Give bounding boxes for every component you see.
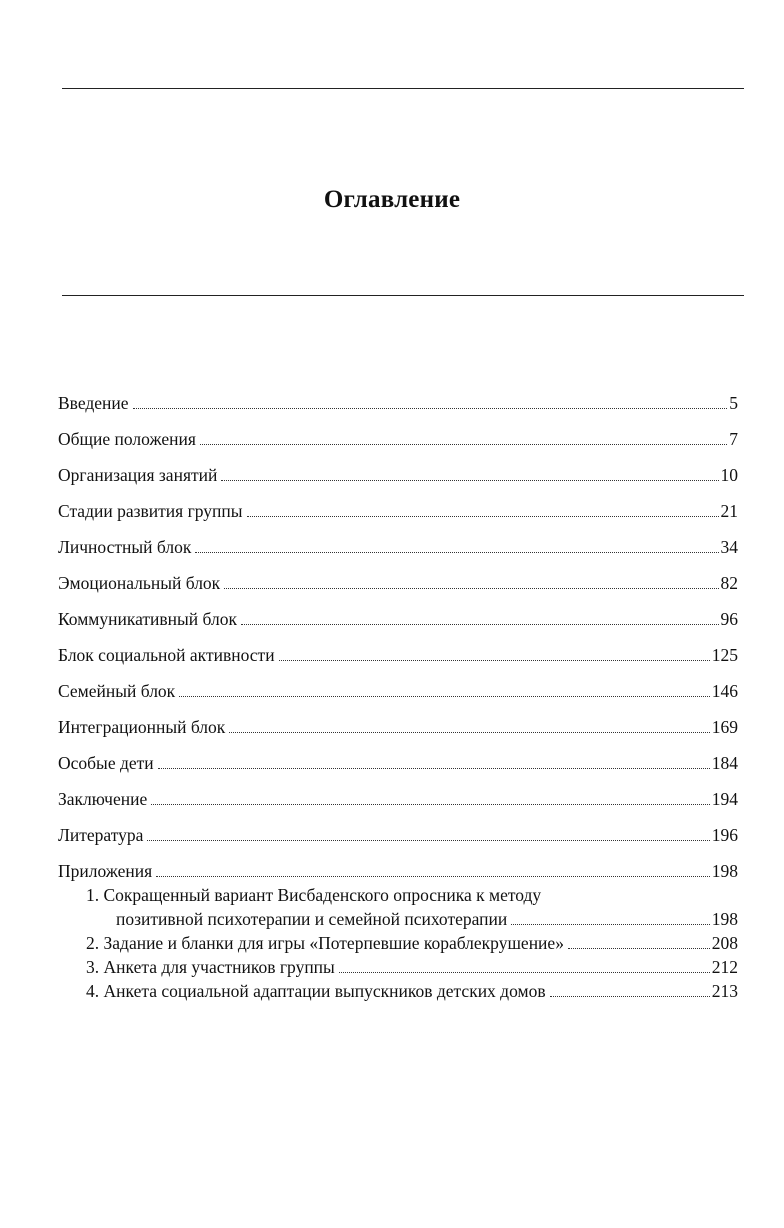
toc-entry-label: 4. Анкета социальной адаптации выпускников детских домов <box>86 981 546 1001</box>
toc-entry-label: 2. Задание и бланки для игры «Потерпевшие кораблекрушение» <box>86 933 564 953</box>
bottom-rule <box>62 295 744 296</box>
toc-entry-page: 169 <box>711 717 738 737</box>
toc-appendix-1-line1[interactable] <box>58 882 738 906</box>
top-rule <box>62 88 744 89</box>
toc-entry-label: Общие положения <box>58 429 196 449</box>
toc-entry-label: Семейный блок <box>58 681 176 701</box>
dot-leader <box>279 660 710 661</box>
toc-entry-conclusion[interactable] <box>58 774 738 810</box>
toc-entry-label: Блок социальной активности <box>58 645 275 665</box>
toc-appendix-1-line2[interactable] <box>58 906 738 930</box>
toc-entry-page: 125 <box>711 645 738 665</box>
toc-entry-page: 208 <box>711 933 738 953</box>
dot-leader <box>247 516 719 517</box>
toc-entry-page: 21 <box>720 501 738 521</box>
toc-entry-page: 184 <box>711 753 738 773</box>
toc-entry-label: Литература <box>58 825 144 845</box>
dot-leader <box>179 696 710 697</box>
dot-leader <box>568 948 710 949</box>
toc-appendix-3[interactable] <box>58 954 738 978</box>
toc-entry-page: 146 <box>711 681 738 701</box>
toc-appendix-2[interactable] <box>58 930 738 954</box>
dot-leader <box>151 804 710 805</box>
dot-leader <box>224 588 718 589</box>
toc-entry-label: Приложения <box>58 861 153 881</box>
toc-entry-page: 96 <box>720 609 738 629</box>
toc-entry-literature[interactable] <box>58 810 738 846</box>
toc-entry-integration-block[interactable] <box>58 702 738 738</box>
toc-entry-group-stages[interactable] <box>58 486 738 522</box>
toc-entry-page: 194 <box>711 789 738 809</box>
toc-entry-page: 7 <box>729 429 738 449</box>
toc-entry-special-children[interactable] <box>58 738 738 774</box>
toc-entry-appendices[interactable] <box>58 846 738 882</box>
dot-leader <box>511 924 710 925</box>
page-title: Оглавление <box>323 186 461 213</box>
toc-entry-social-activity-block[interactable] <box>58 630 738 666</box>
toc-entry-communicative-block[interactable] <box>58 594 738 630</box>
toc-entry-page: 213 <box>711 981 738 1001</box>
dot-leader <box>156 876 710 877</box>
toc-entry-label: Организация занятий <box>58 465 218 485</box>
dot-leader <box>550 996 710 997</box>
toc-entry-page: 198 <box>711 909 738 929</box>
dot-leader <box>195 552 718 553</box>
toc-entry-label: Личностный блок <box>58 537 192 557</box>
toc-entry-label: 3. Анкета для участников группы <box>86 957 335 977</box>
toc-entry-personal-block[interactable] <box>58 522 738 558</box>
toc-entry-emotional-block[interactable] <box>58 558 738 594</box>
toc-entry-page: 198 <box>711 861 738 881</box>
toc-entry-organization[interactable] <box>58 450 738 486</box>
toc-entry-general-provisions[interactable] <box>58 414 738 450</box>
toc-entry-page: 196 <box>711 825 738 845</box>
toc-entry-page: 5 <box>729 393 738 413</box>
dot-leader <box>229 732 709 733</box>
dot-leader <box>339 972 710 973</box>
toc-entry-page: 212 <box>711 957 738 977</box>
toc-entry-label: Заключение <box>58 789 148 809</box>
dot-leader <box>158 768 710 769</box>
table-of-contents <box>58 378 738 1002</box>
dot-leader <box>241 624 719 625</box>
toc-entry-label: Эмоциональный блок <box>58 573 221 593</box>
toc-entry-label: позитивной психотерапии и семейной психотерапии <box>116 909 508 929</box>
dot-leader <box>133 408 728 409</box>
toc-entry-page: 82 <box>720 573 738 593</box>
dot-leader <box>147 840 709 841</box>
dot-leader <box>221 480 718 481</box>
toc-entry-label: Стадии развития группы <box>58 501 243 521</box>
toc-entry-label: Особые дети <box>58 753 154 773</box>
toc-entry-label: 1. Сокращенный вариант Висбаденского опросника к методу <box>86 885 542 905</box>
toc-entry-label: Интеграционный блок <box>58 717 226 737</box>
toc-entry-label: Введение <box>58 393 129 413</box>
dot-leader <box>200 444 727 445</box>
toc-appendix-4[interactable] <box>58 978 738 1002</box>
toc-entry-family-block[interactable] <box>58 666 738 702</box>
toc-entry-label: Коммуникативный блок <box>58 609 237 629</box>
toc-entry-introduction[interactable] <box>58 378 738 414</box>
toc-entry-page: 34 <box>720 537 738 557</box>
toc-entry-page: 10 <box>720 465 738 485</box>
